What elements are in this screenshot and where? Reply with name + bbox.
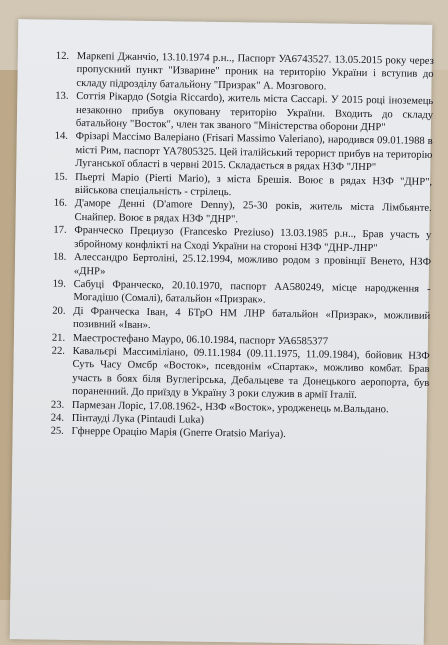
item-text: Алессандро Бертоліні, 25.12.1994, можливо родом з провінції Венето, НЗФ «ДНР» — [73, 252, 432, 277]
item-number: 22. — [51, 345, 66, 357]
item-text: Фрізарі Массімо Валеріано (Frisari Massimo Valeriano), народився 09.01.1988 в місті Рим, паспорт YA7805325. Цей італійський терорист прибув на територію Луганської області в червні 2015. Складається в рядах НЗФ "ЛНР" — [75, 131, 433, 174]
item-number: 24. — [50, 412, 65, 424]
list-item — [51, 345, 430, 404]
item-text: Пармезан Лоріс, 17.08.1962-, НЗФ «Восток», уродженець м.Вальдано. — [71, 399, 389, 415]
list-item — [55, 50, 434, 95]
item-text: Сабуці Франческо, 20.10.1970, паспорт АА580249, місце народження - Могадішо (Сомалі), батальйон «Призрак». — [73, 278, 431, 306]
item-text: Франческо Прециузо (Francesko Preziuso) 13.03.1985 р.н.., Брав участь у збройному конфлікті на Сході України на стороні НЗФ "ДНР-ЛНР" — [74, 225, 432, 254]
item-number: 20. — [52, 305, 66, 317]
item-number: 19. — [52, 278, 66, 290]
item-number: 18. — [52, 251, 67, 263]
item-text: Ді Франческа Іван, 4 БТрО НМ ЛНР батальйон «Призрак», можливий позивний «Іван». — [73, 305, 431, 332]
item-number: 12. — [55, 50, 70, 62]
item-text: Гфнерре Орацію Марія (Gnerre Oratsio Mariya). — [71, 426, 286, 441]
item-number: 14. — [54, 131, 69, 143]
item-number: 17. — [53, 224, 67, 237]
document-list — [50, 50, 433, 444]
item-number: 25. — [50, 426, 64, 438]
item-text: Маестростефано Мауро, 06.10.1984, паспорт УА6585377 — [72, 332, 329, 348]
item-text: Пьерті Маріо (Pierti Mario), з міста Брешія. Воює в рядах НЗФ "ДНР", військова спеціальність - стрілець. — [74, 171, 433, 199]
item-text: Кавальєрі Массиміліано, 09.11.1984 (09.11.1975, 11.09.1984), бойовик НЗФ Суть Часу Омсбр «Восток», псевдонім «Спартак», можливо комбат. Брав участь в боях біля Вуглегірська, Дебальцеве та Донецького аеропорта, був пораненний. До приїзду в Україну 3 роки служив в армії Італії. — [72, 345, 430, 402]
list-item — [55, 90, 434, 135]
paper-sheet — [10, 19, 433, 645]
item-text: Соттія Рікардо (Sotgia Riccardo), житель міста Сассарі. У 2015 році іноземець незаконно прибув окуповану територію України. Входить до складу батальйону "Восток", член так званого "Міністерства оборони ДНР" — [75, 91, 434, 134]
item-number: 16. — [53, 198, 68, 210]
item-text: Д'аморе Денні (D'amore Denny), 25-30 років, житель міста Лімбьянте. Снайпер. Воює в рядах НЗФ "ДНР". — [74, 198, 432, 226]
item-text: Пінтауді Лука (Pintaudi Luka) — [71, 412, 204, 426]
item-number: 21. — [51, 332, 66, 344]
item-number: 15. — [54, 171, 68, 183]
list-item — [54, 130, 433, 175]
item-number: 13. — [55, 90, 69, 103]
item-text: Маркепі Джанчіо, 13.10.1974 р.н.., Паспорт УА6743527. 13.05.2015 року через пропускний пункт "Изварине" проник на територію України і вступив до складу підрозділу батальйону "Призрак" А. Мозгового. — [76, 50, 434, 93]
item-number: 23. — [50, 399, 65, 411]
